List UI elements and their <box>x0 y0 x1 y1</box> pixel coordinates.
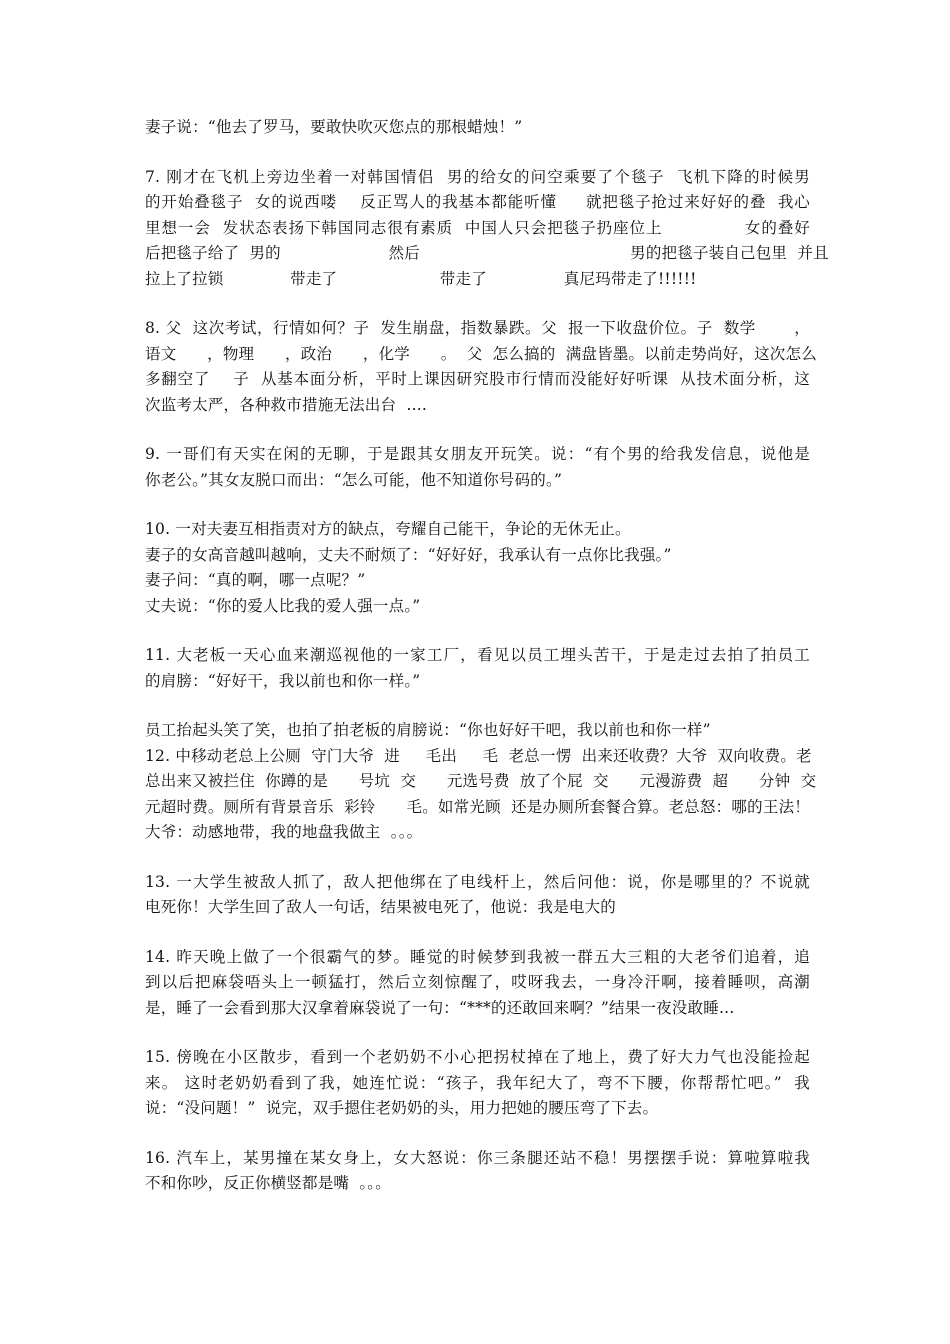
paragraph-joke-16 <box>145 1146 810 1197</box>
text-line: 你老公。”其女友脱口而出：“怎么可能，他不知道你号码的。” <box>145 470 563 489</box>
text-line: 是，睡了一会看到那大汉拿着麻袋说了一句：“***的还敢回来啊？”结果一夜没敢睡… <box>145 998 735 1017</box>
text-line: 9. 一哥们有天实在闲的无聊，于是跟其女朋友开玩笑。说：“有个男的给我发信息，说他是 <box>145 445 810 463</box>
text-line: 次监考太严，各种救市措施无法出台 .... <box>145 395 427 414</box>
paragraph-joke-15 <box>145 1045 810 1122</box>
text-line: 不和你吵，反正你横竖都是嘴 。。。 <box>145 1174 391 1192</box>
paragraph-joke-11-12 <box>145 718 817 846</box>
text-line: 到以后把麻袋唔头上一顿猛打，然后立刻惊醒了，哎呀我去，一身冷汗啊，接着睡呗，高潮 <box>145 973 810 991</box>
text-line: 总出来又被拦住 你蹲的是 号坑 交 元选号费 放了个屁 交 元漫游费 超 分钟 交 <box>145 772 817 790</box>
paragraph-joke-10 <box>145 517 810 619</box>
text-line: 妻子的女高音越叫越响，丈夫不耐烦了：“好好好，我承认有一点你比我强。” <box>145 545 672 564</box>
text-line: 7. 刚才在飞机上旁边坐着一对韩国情侣 男的给女的问空乘要了个毯子 飞机下降的时候男 <box>145 167 810 186</box>
text-line: 说：“没问题！” 说完，双手摁住老奶奶的头，用力把她的腰压弯了下去。 <box>145 1099 659 1117</box>
text-line: 拉上了拉锁 带走了 带走了 真尼玛带走了!!!!!! <box>145 269 697 288</box>
paragraph-joke-8 <box>145 316 817 418</box>
text-line: 多翻空了 子 从基本面分析，平时上课因研究股市行情而没能好好听课 从技术面分析，这 <box>145 370 810 388</box>
paragraph-6-ending <box>145 115 810 141</box>
text-line: 15. 傍晚在小区散步，看到一个老奶奶不小心把拐杖掉在了地上，费了好大力气也没能捡起 <box>145 1048 810 1066</box>
paragraph-joke-7 <box>145 165 829 293</box>
text-line: 14. 昨天晚上做了一个很霸气的梦。睡觉的时候梦到我被一群五大三粗的大老爷们追着，追 <box>145 947 810 966</box>
paragraph-joke-14 <box>145 945 810 1022</box>
text-line: 里想一会 发状态表扬下韩国同志很有素质 中国人只会把毯子扔座位上 女的叠好 <box>145 218 810 237</box>
text-line: 丈夫说：“你的爱人比我的爱人强一点。” <box>145 596 421 615</box>
text-line: 妻子问：“真的啊，哪一点呢？” <box>145 571 366 589</box>
text-line: 后把毯子给了 男的 然后 男的把毯子装自己包里 并且 <box>145 244 829 262</box>
text-line: 妻子说：“他去了罗马，要敢快吹灭您点的那根蜡烛！” <box>145 118 523 136</box>
text-line: 大爷：动感地带，我的地盘我做主 。。。 <box>145 823 423 841</box>
document-body <box>145 115 829 1221</box>
text-line: 语文 ，物理 ，政治 ，化学 。 父 怎么搞的 满盘皆墨。以前走势尚好，这次怎么 <box>145 344 817 363</box>
text-line: 来。 这时老奶奶看到了我，她连忙说：“孩子，我年纪大了，弯不下腰，你帮帮忙吧。” 我 <box>145 1073 810 1092</box>
text-line: 电死你！大学生回了敌人一句话，结果被电死了，他说：我是电大的 <box>145 898 617 916</box>
paragraph-joke-13 <box>145 870 810 921</box>
text-line: 10. 一对夫妻互相指责对方的缺点，夸耀自己能干，争论的无休无止。 <box>145 520 631 538</box>
text-line: 16. 汽车上，某男撞在某女身上，女大怒说：你三条腿还站不稳！男摆摆手说：算啦算啦我 <box>145 1148 810 1167</box>
text-line: 元超时费。厕所有背景音乐 彩铃 毛。如常光顾 还是办厕所套餐合算。老总怒：哪的王法！ <box>145 797 810 816</box>
text-line: 员工抬起头笑了笑，也拍了拍老板的肩膀说：“你也好好干吧，我以前也和你一样” <box>145 721 711 739</box>
text-line: 11. 大老板一天心血来潮巡视他的一家工厂，看见以员工埋头苦干，于是走过去拍了拍员工 <box>145 646 810 664</box>
text-line: 的肩膀：“好好干，我以前也和你一样。” <box>145 671 421 690</box>
paragraph-joke-11 <box>145 643 810 694</box>
text-line: 13. 一大学生被敌人抓了，敌人把他绑在了电线杆上，然后问他：说，你是哪里的？不说就 <box>145 872 810 891</box>
text-line: 12. 中移动老总上公厕 守门大爷 进 毛出 毛 老总一愣 出来还收费？大爷 双向收费。老 <box>145 746 812 765</box>
text-line: 的开始叠毯子 女的说西喽 反正骂人的我基本都能听懂 就把毯子抢过来好好的叠 我心 <box>145 193 810 211</box>
paragraph-joke-9 <box>145 442 810 493</box>
text-line: 8. 父 这次考试，行情如何？子 发生崩盘，指数暴跌。父 报一下收盘价位。子 数学 ， <box>145 319 810 337</box>
